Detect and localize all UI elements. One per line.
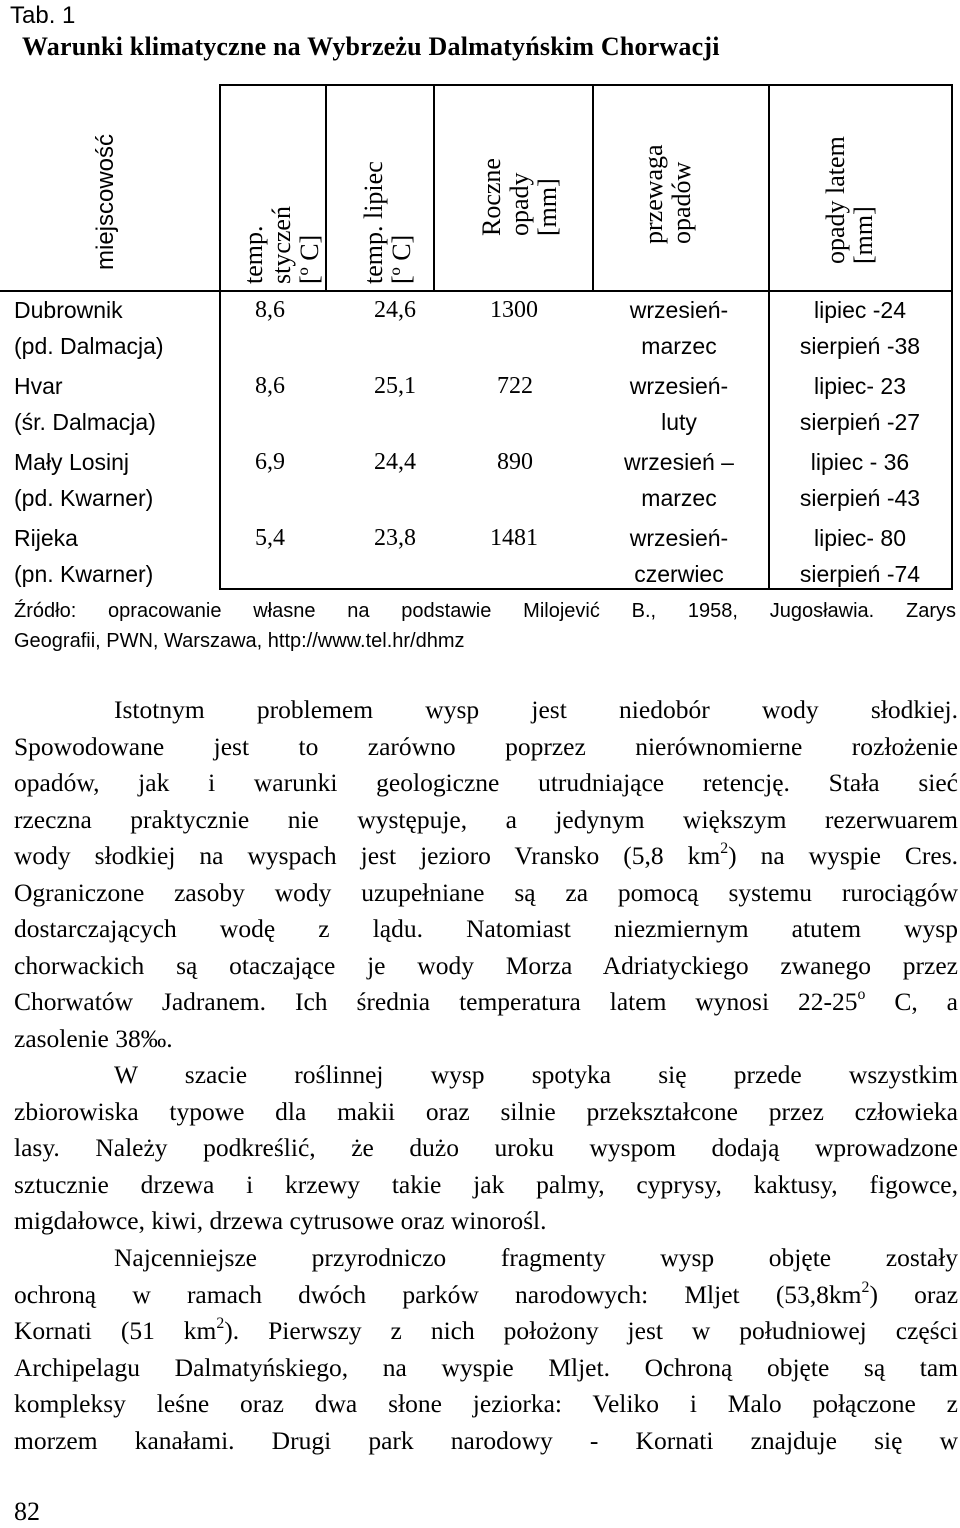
row-temp-jul: 24,4: [374, 449, 416, 475]
row-summer-july: lipiec- 23: [813, 373, 907, 399]
row-location: Dubrownik: [14, 297, 123, 323]
page-number: 82: [14, 1497, 40, 1526]
row-precip: 722: [497, 373, 533, 399]
row-temp-jan: 6,9: [255, 449, 285, 475]
row-dominant-end: marzec: [641, 485, 717, 511]
text-line: kompleksy leśne oraz dwa słone jeziorka: Veliko i Malo połączone z: [14, 1389, 958, 1418]
row-region: (śr. Dalmacja): [14, 409, 156, 435]
row-temp-jan: 5,4: [255, 525, 285, 551]
row-temp-jul: 25,1: [374, 373, 416, 399]
row-precip: 1300: [490, 297, 538, 323]
text-line: opadów, jak i warunki geologiczne utrudniające retencję. Stała sieć: [14, 768, 958, 797]
text-line: ochroną w ramach dwóch parków narodowych: Mljet $(53,8km^2)$ oraz: [14, 1278, 959, 1309]
row-temp-jul: 24,6: [374, 297, 416, 323]
text-line: Najcenniejsze przyrodniczo fragmenty wysp objęte zostały: [114, 1243, 958, 1272]
paragraph-national-parks: [14, 1240, 958, 1459]
table-source-note: [14, 596, 956, 656]
text-line: Archipelagu Dalmatyńskiego, na wyspie Mljet. Ochroną objęte są tam: [14, 1352, 958, 1382]
text-line: Chorwatów Jadranem. Ich średnia temperatura latem wynosi 22-25$^o$ C, a: [14, 985, 958, 1016]
header-location: miejscowość: [92, 133, 119, 270]
row-summer-aug: sierpień -27: [799, 409, 921, 435]
row-temp-jul: 23,8: [374, 525, 416, 551]
text-line: rzeczna praktycznie nie występuje, a jedynym większym rezerwuarem: [14, 804, 958, 834]
header-temp-jul: temp. lipiec [º C]: [359, 161, 416, 284]
row-dominant: wrzesień-: [629, 373, 729, 399]
text-line: sztucznie drzewa i krzewy takie jak palmy, cyprysy, kaktusy, figowce,: [14, 1169, 958, 1199]
header-temp-jan: temp. styczeń [º C]: [239, 206, 324, 284]
table-label: Tab. 1: [10, 2, 76, 29]
text-line: Istotnym problemem wysp jest niedobór wody słodkiej.: [114, 695, 958, 724]
text-line: morzem kanałami. Drugi park narodowy - Kornati znajduje się w: [14, 1425, 958, 1455]
row-summer-aug: sierpień -74: [799, 561, 921, 587]
header-annual-precip: Roczne opady [mm]: [477, 158, 562, 236]
header-summer-precip: opady latem [mm]: [821, 136, 878, 264]
row-region: (pd. Dalmacja): [14, 333, 164, 359]
climate-table: [0, 84, 953, 590]
row-dominant: wrzesień –: [624, 449, 734, 475]
row-summer-aug: sierpień -38: [799, 333, 921, 359]
row-location: Mały Losinj: [14, 449, 130, 475]
row-dominant-end: luty: [661, 409, 697, 435]
paragraph-vegetation: [14, 1057, 958, 1240]
header-dominant-precip: przewaga opadów: [639, 144, 696, 244]
text-line: W szacie roślinnej wysp spotyka się przede wszystkim: [114, 1060, 958, 1089]
row-temp-jan: 8,6: [255, 373, 285, 399]
text-line: dostarczających wodę z lądu. Natomiast niezmiernym atutem wysp: [14, 914, 958, 943]
table-title: Warunki klimatyczne na Wybrzeżu Dalmatyńskim Chorwacji: [22, 32, 720, 61]
row-summer-aug: sierpień -43: [799, 485, 921, 511]
text-line: zasolenie 38‰.: [14, 1023, 173, 1053]
text-line: zbiorowiska typowe dla makii oraz silnie przekształcone przez człowieka: [14, 1096, 958, 1126]
text-line: Spowodowane jest to zarówno poprzez nierównomierne rozłożenie: [14, 731, 958, 761]
row-summer-july: lipiec - 36: [810, 449, 910, 475]
row-location: Rijeka: [14, 525, 78, 551]
source-line-1: Źródło: opracowanie własne na podstawie Milojević B., 1958, Jugosławia. Zarys: [14, 600, 956, 622]
row-location: Hvar: [14, 373, 63, 399]
row-region: (pd. Kwarner): [14, 485, 154, 511]
row-region: (pn. Kwarner): [14, 561, 154, 587]
row-precip: 1481: [490, 525, 538, 551]
row-precip: 890: [497, 449, 533, 475]
text-line: lasy. Należy podkreślić, że dużo uroku wyspom dodają wprowadzone: [14, 1133, 958, 1162]
text-line: chorwackich są otaczające je wody Morza Adriatyckiego zwanego przez: [14, 950, 958, 980]
row-summer-july: lipiec -24: [813, 297, 907, 323]
paragraph-water: [14, 692, 958, 1057]
row-dominant: wrzesień-: [629, 297, 729, 323]
text-line: wody słodkiej na wyspach jest jezioro Vransko (5,8 $km^2$) na wyspie Cres.: [14, 839, 958, 870]
row-summer-july: lipiec- 80: [813, 525, 907, 551]
row-dominant-end: czerwiec: [634, 561, 724, 587]
row-temp-jan: 8,6: [255, 297, 285, 323]
text-line: Kornati (51 $km^2$). Pierwszy z nich położony jest w południowej części: [14, 1314, 958, 1345]
row-dominant: wrzesień-: [629, 525, 729, 551]
row-dominant-end: marzec: [641, 333, 717, 359]
source-line-2: Geografii, PWN, Warszawa, http://www.tel.hr/dhmz: [14, 630, 465, 652]
text-line: Ograniczone zasoby wody uzupełniane są za pomocą systemu rurociągów: [14, 877, 958, 907]
text-line: migdałowce, kiwi, drzewa cytrusowe oraz winorośl.: [14, 1206, 547, 1235]
